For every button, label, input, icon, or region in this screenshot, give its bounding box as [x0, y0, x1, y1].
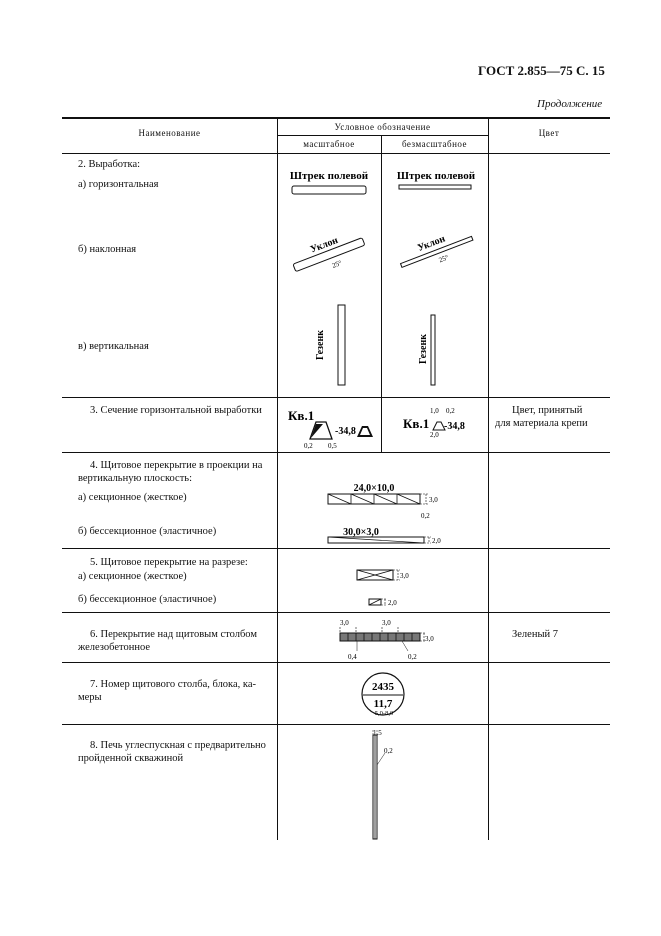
winze-symbol	[431, 315, 435, 385]
incline-label: Уклон	[308, 234, 340, 256]
row2-item-b: б) наклонная	[78, 244, 137, 255]
section-dim-2: 0,2	[446, 407, 455, 415]
row3-color-line2: для материала крепи	[495, 418, 588, 429]
section-code: Кв.1	[403, 416, 430, 431]
row4-shield-symbols	[278, 453, 488, 547]
sectional-dim-1: 3,0	[429, 496, 438, 504]
section-dim-1: 1,0	[430, 407, 439, 415]
col-symbol-header: Условное обозначение	[334, 122, 431, 132]
page-header: ГОСТ 2.855—75 С. 15	[478, 63, 605, 78]
concrete-dim-5: 0,2	[408, 653, 417, 661]
row5-section-symbols	[278, 549, 488, 611]
row2-item-c: в) вертикальная	[78, 341, 149, 352]
row4-title-cont: вертикальную плоскость:	[78, 473, 193, 484]
col-name-header: Наименование	[138, 128, 201, 138]
row4-item-a: а) секционное (жесткое)	[78, 492, 187, 503]
winze-label: Гезенк	[315, 329, 326, 361]
pillar-number: 2435	[372, 681, 394, 693]
col-color-header: Цвет	[538, 128, 560, 138]
row2-title: 2. Выработка:	[78, 159, 141, 170]
row7-title: 7. Номер щитового столба, блока, ка-	[90, 679, 257, 690]
row6-color: Зеленый 7	[512, 629, 558, 640]
continuation-label: Продолжение	[537, 98, 603, 110]
row2-unscaled-symbols	[382, 155, 488, 395]
pillar-value: 11,7	[373, 698, 393, 710]
row8-title-cont: пройденной скважиной	[78, 753, 184, 764]
drift-symbol	[292, 186, 366, 194]
row6-concrete-symbol	[278, 613, 488, 661]
incline-label: Уклон	[416, 233, 447, 254]
row4-title: 4. Щитовое перекрытие в проекции на	[90, 460, 263, 471]
nonsectional-dim: 2,0	[432, 537, 441, 545]
row7-title-cont: меры	[78, 692, 102, 703]
nonsectional-cut-dim: 2,0	[388, 599, 397, 607]
sectional-dim-2: 0,2	[421, 512, 430, 520]
row5-item-a: а) секционное (жесткое)	[78, 571, 187, 582]
chute-dim-2: 0,2	[384, 747, 393, 755]
concrete-dim-4: 0,4	[348, 653, 357, 661]
concrete-dim-1: 3,0	[340, 619, 349, 627]
section-dim-1: 0,2	[304, 442, 313, 450]
drift-label: Штрек полевой	[396, 170, 476, 182]
section-value: -34,8	[444, 421, 465, 432]
row3-title: 3. Сечение горизонтальной выработки	[90, 405, 262, 416]
winze-symbol	[338, 305, 345, 385]
row3-unscaled-section	[382, 398, 488, 450]
winze-label: Гезенк	[418, 333, 429, 365]
sectional-cut-dim: 3,0	[400, 572, 409, 580]
incline-angle: 25°	[330, 258, 343, 270]
concrete-dim-3: 3,0	[425, 635, 434, 643]
drift-symbol	[399, 185, 471, 189]
section-value: -34,8	[335, 426, 356, 437]
row8-title: 8. Печь углеспускная с предварительно	[90, 740, 266, 751]
nonsectional-size: 30,0×3,0	[343, 527, 379, 538]
row7-number-symbol	[278, 663, 488, 723]
sectional-size: 24,0×10,0	[353, 483, 395, 494]
drift-label: Штрек полевой	[289, 170, 369, 182]
section-dim-2: 0,5	[328, 442, 337, 450]
section-dim-3: 2,0	[430, 431, 439, 439]
row8-chute-symbol	[278, 725, 488, 840]
col-unscaled-header: безмасштабное	[401, 139, 468, 149]
row5-title: 5. Щитовое перекрытие на разрезе:	[90, 557, 248, 568]
row6-title: 6. Перекрытие над щитовым столбом	[90, 629, 257, 640]
section-code: Кв.1	[288, 408, 315, 423]
chute-dim-1: 1,5	[373, 729, 382, 737]
circle-dim: 5,0-8,0	[374, 710, 394, 717]
col-scaled-header: масштабное	[303, 139, 355, 149]
row5-item-b: б) бессекционное (эластичное)	[78, 594, 217, 605]
row4-item-b: б) бессекционное (эластичное)	[78, 526, 217, 537]
row6-title-cont: железобетонное	[78, 642, 150, 653]
row2-scaled-symbols	[278, 155, 381, 395]
incline-angle: 25°	[437, 253, 450, 265]
concrete-dim-2: 3,0	[382, 619, 391, 627]
row2-item-a: а) горизонтальная	[78, 179, 159, 190]
row3-scaled-section	[278, 398, 381, 450]
row3-color-line1: Цвет, принятый	[512, 405, 583, 416]
